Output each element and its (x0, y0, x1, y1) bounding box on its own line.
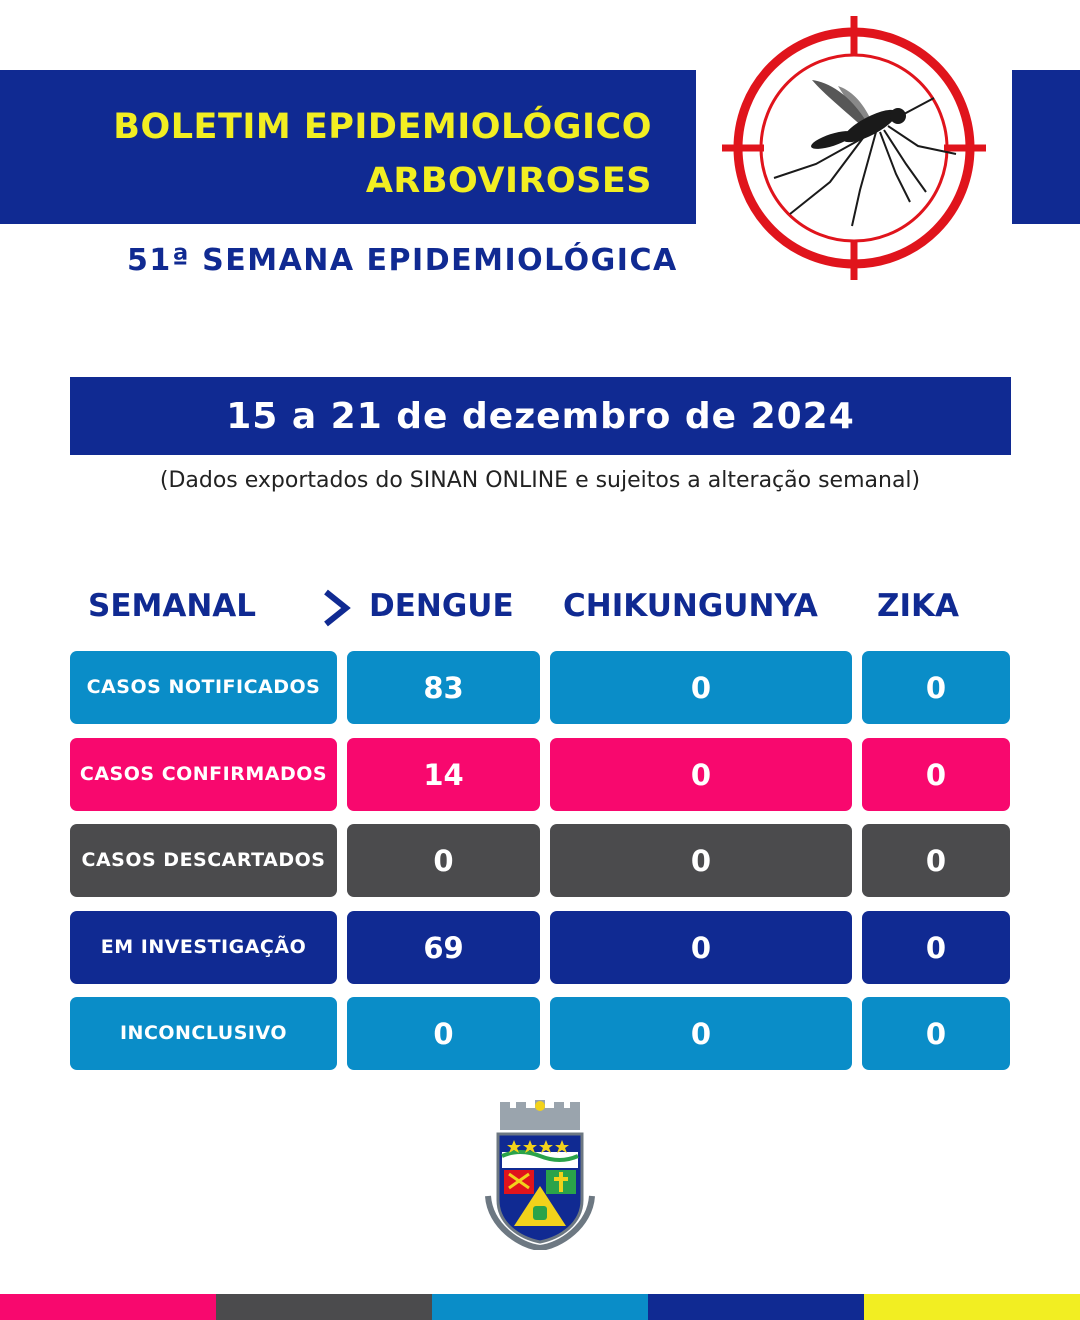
chikungunya-value: 0 (550, 738, 852, 811)
chevron-right-icon (320, 588, 352, 628)
chikungunya-value: 0 (550, 997, 852, 1070)
row-label: EM INVESTIGAÇÃO (70, 911, 337, 984)
header-chikungunya: CHIKUNGUNYA (563, 588, 818, 624)
dengue-value: 69 (347, 911, 540, 984)
dengue-value: 14 (347, 738, 540, 811)
header-semanal: SEMANAL (88, 588, 257, 624)
mosquito-target-icon (720, 14, 988, 282)
title-line-2: ARBOVIROSES (365, 161, 652, 201)
epi-week-label: 51ª SEMANA EPIDEMIOLÓGICA (127, 243, 678, 278)
footer-stripe-yellow (864, 1294, 1080, 1320)
dengue-value: 83 (347, 651, 540, 724)
bulletin-title (113, 100, 652, 208)
chikungunya-value: 0 (550, 651, 852, 724)
source-note: (Dados exportados do SINAN ONLINE e sujeitos a alteração semanal) (159, 468, 921, 493)
dengue-value: 0 (347, 997, 540, 1070)
header-dengue: DENGUE (369, 588, 514, 624)
footer-stripe-blue (432, 1294, 648, 1320)
title-banner-right (1012, 70, 1080, 224)
period-bar: 15 a 21 de dezembro de 2024 (70, 377, 1011, 455)
row-label: INCONCLUSIVO (70, 997, 337, 1070)
chikungunya-value: 0 (550, 911, 852, 984)
zika-value: 0 (862, 824, 1010, 897)
zika-value: 0 (862, 651, 1010, 724)
row-label: CASOS CONFIRMADOS (70, 738, 337, 811)
zika-value: 0 (862, 738, 1010, 811)
zika-value: 0 (862, 911, 1010, 984)
row-label: CASOS NOTIFICADOS (70, 651, 337, 724)
chikungunya-value: 0 (550, 824, 852, 897)
row-label: CASOS DESCARTADOS (70, 824, 337, 897)
footer-stripe-pink (0, 1294, 216, 1320)
zika-value: 0 (862, 997, 1010, 1070)
footer-stripe-navy (648, 1294, 864, 1320)
footer-stripe-gray (216, 1294, 432, 1320)
header-zika: ZIKA (877, 588, 960, 624)
coat-of-arms-icon (480, 1100, 600, 1250)
title-line-1: BOLETIM EPIDEMIOLÓGICO (113, 107, 652, 147)
dengue-value: 0 (347, 824, 540, 897)
